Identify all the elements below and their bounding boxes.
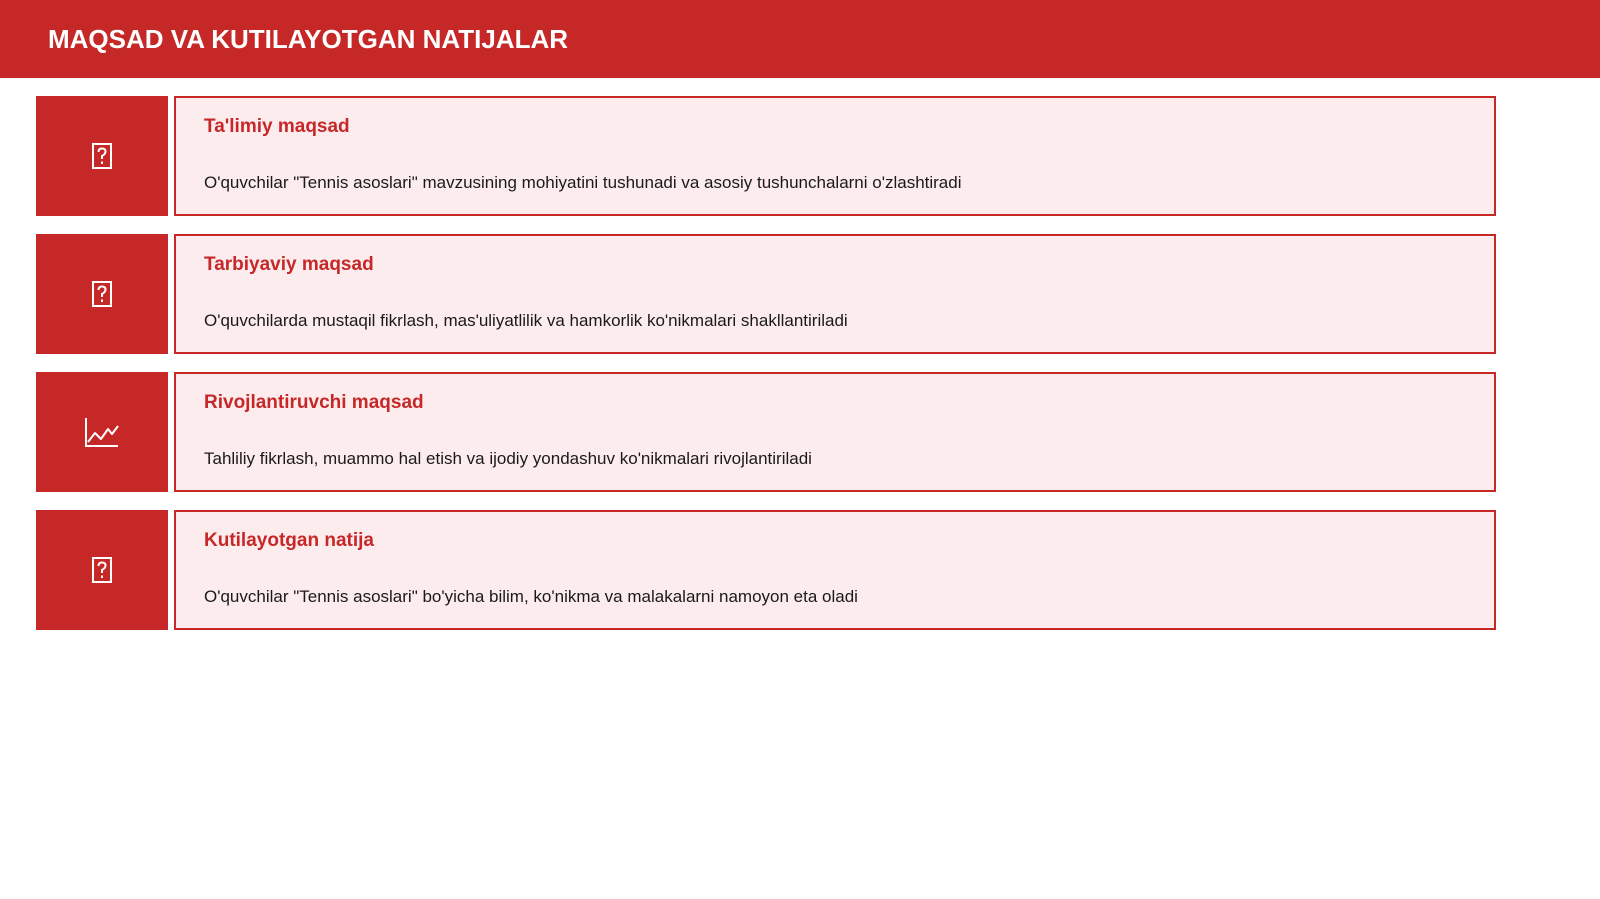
objective-row-developmental (36, 372, 1496, 492)
objective-description: O'quvchilarda mustaqil fikrlash, mas'uliyatlilik va hamkorlik ko'nikmalari shakllantiriladi (204, 311, 848, 330)
icon-box (36, 96, 168, 216)
line-chart-icon (84, 416, 120, 448)
icon-box (36, 372, 168, 492)
objective-description: O'quvchilar "Tennis asoslari" bo'yicha bilim, ko'nikma va malakalarni namoyon eta oladi (204, 587, 858, 606)
objective-title: Kutilayotgan natija (204, 530, 374, 551)
objectives-list (36, 96, 1496, 648)
objective-title: Rivojlantiruvchi maqsad (204, 392, 424, 413)
objective-card (174, 372, 1496, 492)
objective-description: Tahliliy fikrlash, muammo hal etish va ijodiy yondashuv ko'nikmalari rivojlantiriladi (204, 449, 812, 468)
objective-title: Tarbiyaviy maqsad (204, 254, 374, 275)
objective-row-upbringing (36, 234, 1496, 354)
objective-row-educational (36, 96, 1496, 216)
objective-card (174, 96, 1496, 216)
page-title: MAQSAD VA KUTILAYOTGAN NATIJALAR (48, 24, 568, 54)
objective-card (174, 234, 1496, 354)
objective-row-expected-result (36, 510, 1496, 630)
icon-box (36, 234, 168, 354)
missing-glyph-icon (91, 556, 113, 584)
objective-card (174, 510, 1496, 630)
objective-description: O'quvchilar "Tennis asoslari" mavzusining mohiyatini tushunadi va asosiy tushunchalarni o'zlashtiradi (204, 173, 962, 192)
objective-title: Ta'limiy maqsad (204, 116, 350, 137)
missing-glyph-icon (91, 280, 113, 308)
icon-box (36, 510, 168, 630)
header-bar (0, 0, 1600, 78)
missing-glyph-icon (91, 142, 113, 170)
